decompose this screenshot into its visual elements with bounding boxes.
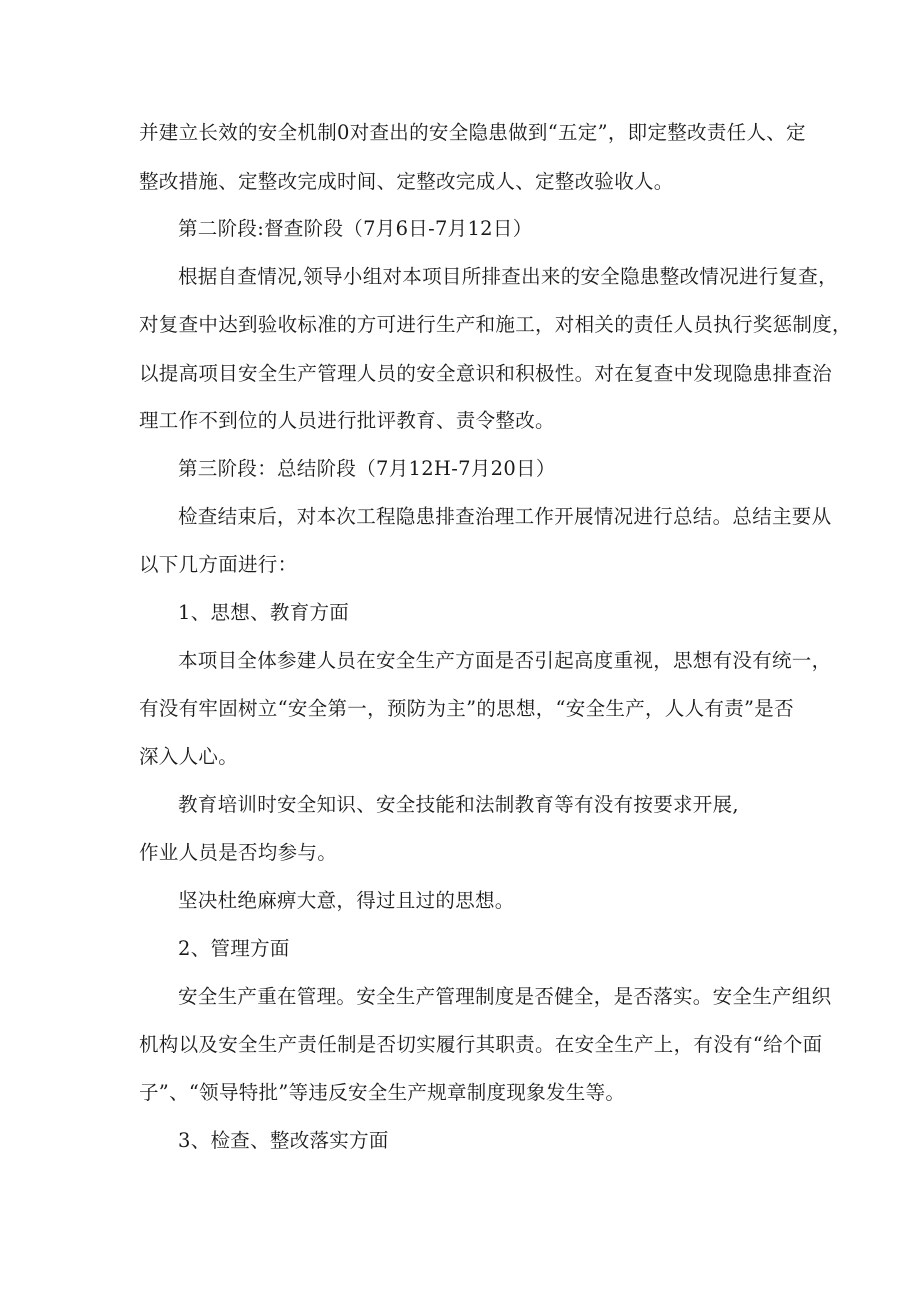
paragraph-line: 理工作不到位的人员进行批评教育、责令整改。 — [139, 409, 555, 432]
subheading-management: 2、管理方面 — [178, 937, 290, 960]
paragraph-line: 整改措施、定整改完成时间、定整改完成人、定整改验收人。 — [139, 170, 674, 193]
paragraph-line: 本项目全体参建人员在安全生产方面是否引起高度重视，思想有没有统一， — [178, 649, 832, 672]
section-heading-stage-three: 第三阶段：总结阶段（7月12H-7月20日） — [178, 457, 556, 480]
paragraph-line: 安全生产重在管理。安全生产管理制度是否健全，是否落实。安全生产组织 — [178, 985, 832, 1008]
paragraph-line: 对复查中达到验收标准的方可进行生产和施工，对相关的责任人员执行奖惩制度， — [139, 313, 852, 336]
paragraph-line: 并建立长效的安全机制0对查出的安全隐患做到“五定”，即定整改责任人、定 — [139, 121, 806, 144]
paragraph-line: 机构以及安全生产责任制是否切实履行其职责。在安全生产上，有没有“给个面 — [139, 1033, 823, 1056]
paragraph-line: 根据自查情况,领导小组对本项目所排查出来的安全隐患整改情况进行复查， — [178, 265, 838, 288]
paragraph-line: 子”、“领导特批”等违反安全生产规章制度现象发生等。 — [139, 1081, 626, 1104]
paragraph-line: 以提高项目安全生产管理人员的安全意识和积极性。对在复查中发现隐患排查治 — [139, 362, 833, 385]
subheading-thought-education: 1、思想、教育方面 — [178, 601, 350, 624]
subheading-inspection-rectification: 3、检查、整改落实方面 — [178, 1129, 389, 1152]
section-heading-stage-two: 第二阶段:督查阶段（7月6日-7月12日） — [178, 217, 533, 240]
paragraph-line: 以下几方面进行： — [139, 553, 298, 576]
paragraph-line: 检查结束后，对本次工程隐患排查治理工作开展情况进行总结。总结主要从 — [178, 505, 832, 528]
paragraph-line: 有没有牢固树立“安全第一，预防为主”的思想，“安全生产，人人有责”是否 — [139, 697, 794, 720]
paragraph-line: 作业人员是否均参与。 — [139, 841, 338, 864]
paragraph-line: 坚决杜绝麻痹大意，得过且过的思想。 — [178, 889, 515, 912]
paragraph-line: 教育培训时安全知识、安全技能和法制教育等有没有按要求开展, — [178, 793, 739, 816]
paragraph-line: 深入人心。 — [139, 745, 239, 768]
